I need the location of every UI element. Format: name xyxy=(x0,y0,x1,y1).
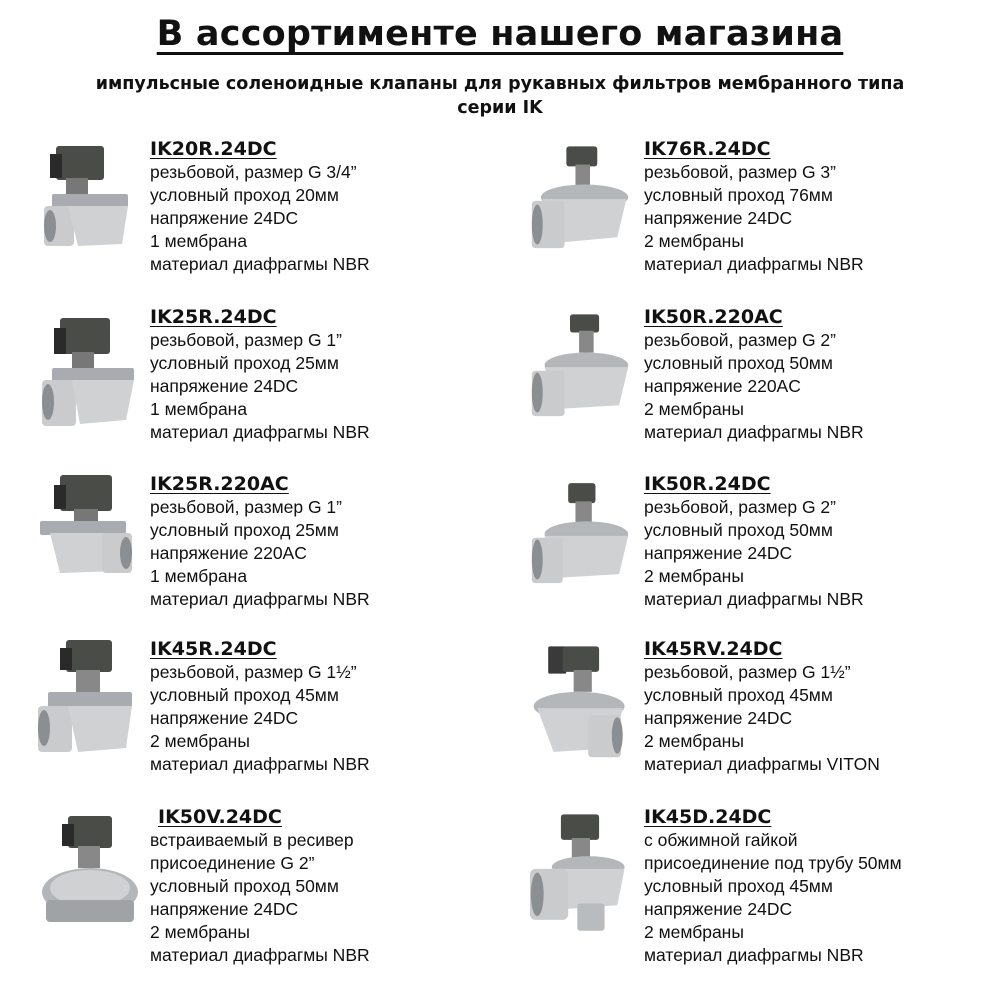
product-spec: условный проход 20мм xyxy=(150,185,339,205)
product-spec: материал диафрагмы NBR xyxy=(150,754,370,774)
product-spec: 1 мембрана xyxy=(150,566,248,586)
product-model: IK45R.24DC xyxy=(150,638,277,660)
product-spec: с обжимной гайкой xyxy=(644,830,798,850)
product-spec: условный проход 76мм xyxy=(644,185,833,205)
product-spec: резьбовой, размер G 1½” xyxy=(644,662,851,682)
product-spec: условный проход 25мм xyxy=(150,520,339,540)
product-spec: условный проход 25мм xyxy=(150,353,339,373)
product-spec: присоединение под трубу 50мм xyxy=(644,853,902,873)
product-spec: резьбовой, размер G 2” xyxy=(644,497,836,517)
valve-image xyxy=(38,475,138,615)
valve-image xyxy=(38,808,138,948)
product-spec: встраиваемый в ресивер xyxy=(150,830,354,850)
product-spec: 1 мембрана xyxy=(150,231,248,251)
product-spec: 2 мембраны xyxy=(644,399,744,419)
valve-image xyxy=(530,140,630,280)
product-spec: резьбовой, размер G 2” xyxy=(644,330,836,350)
valve-image xyxy=(38,640,138,780)
product-spec: напряжение 24DC xyxy=(644,899,793,919)
product-model: IK76R.24DC xyxy=(644,138,771,160)
product-spec: резьбовой, размер G 1” xyxy=(150,330,342,350)
valve-image xyxy=(530,475,630,615)
product-spec: напряжение 24DC xyxy=(150,376,299,396)
product-spec: материал диафрагмы NBR xyxy=(150,422,370,442)
product-spec: условный проход 45мм xyxy=(644,876,833,896)
product-spec: присоединение G 2” xyxy=(150,853,315,873)
product-model: IK20R.24DC xyxy=(150,138,277,160)
product-model: IK45RV.24DC xyxy=(644,638,783,660)
product-spec: напряжение 24DC xyxy=(150,208,299,228)
product-spec: 2 мембраны xyxy=(644,566,744,586)
product-spec: напряжение 24DC xyxy=(644,708,793,728)
subtitle-line: импульсные соленоидные клапаны для рукавных фильтров мембранного типа xyxy=(95,74,905,94)
product-spec: материал диафрагмы NBR xyxy=(150,589,370,609)
product-spec: напряжение 24DC xyxy=(644,208,793,228)
product-model: IK50R.220AC xyxy=(644,306,783,328)
product-spec: 2 мембраны xyxy=(150,731,250,751)
product-spec: материал диафрагмы NBR xyxy=(644,589,864,609)
product-spec: напряжение 24DC xyxy=(150,708,299,728)
product-spec: напряжение 24DC xyxy=(644,543,793,563)
page-subtitle xyxy=(0,72,1000,120)
product-spec: условный проход 45мм xyxy=(644,685,833,705)
product-spec: условный проход 45мм xyxy=(150,685,339,705)
product-spec: напряжение 24DC xyxy=(150,899,299,919)
subtitle-line: серии IK xyxy=(457,98,543,118)
valve-image xyxy=(530,308,630,448)
product-spec: 2 мембраны xyxy=(150,922,250,942)
valve-image xyxy=(530,808,630,948)
product-spec: напряжение 220AC xyxy=(644,376,801,396)
product-spec: условный проход 50мм xyxy=(150,876,339,896)
valve-image xyxy=(38,140,138,280)
product-spec: условный проход 50мм xyxy=(644,353,833,373)
valve-image xyxy=(38,308,138,448)
product-model: IK45D.24DC xyxy=(644,806,772,828)
product-model: IK25R.220AC xyxy=(150,473,289,495)
product-spec: 1 мембрана xyxy=(150,399,248,419)
product-spec: 2 мембраны xyxy=(644,231,744,251)
product-spec: материал диафрагмы NBR xyxy=(644,254,864,274)
product-spec: материал диафрагмы NBR xyxy=(150,945,370,965)
valve-image xyxy=(530,640,630,780)
product-spec: резьбовой, размер G 1” xyxy=(150,497,342,517)
page-title: В ассортименте нашего магазина xyxy=(156,14,844,54)
product-spec: материал диафрагмы NBR xyxy=(644,945,864,965)
product-spec: резьбовой, размер G 1½” xyxy=(150,662,357,682)
product-model: IK50R.24DC xyxy=(644,473,771,495)
product-spec: 2 мембраны xyxy=(644,731,744,751)
product-spec: напряжение 220AC xyxy=(150,543,307,563)
product-spec: 2 мембраны xyxy=(644,922,744,942)
product-spec: резьбовой, размер G 3/4” xyxy=(150,162,357,182)
product-model: IK25R.24DC xyxy=(150,306,277,328)
product-spec: материал диафрагмы NBR xyxy=(644,422,864,442)
product-spec: резьбовой, размер G 3” xyxy=(644,162,836,182)
product-spec: условный проход 50мм xyxy=(644,520,833,540)
product-model: IK50V.24DC xyxy=(158,806,282,828)
product-spec: материал диафрагмы VITON xyxy=(644,754,880,774)
product-spec: материал диафрагмы NBR xyxy=(150,254,370,274)
